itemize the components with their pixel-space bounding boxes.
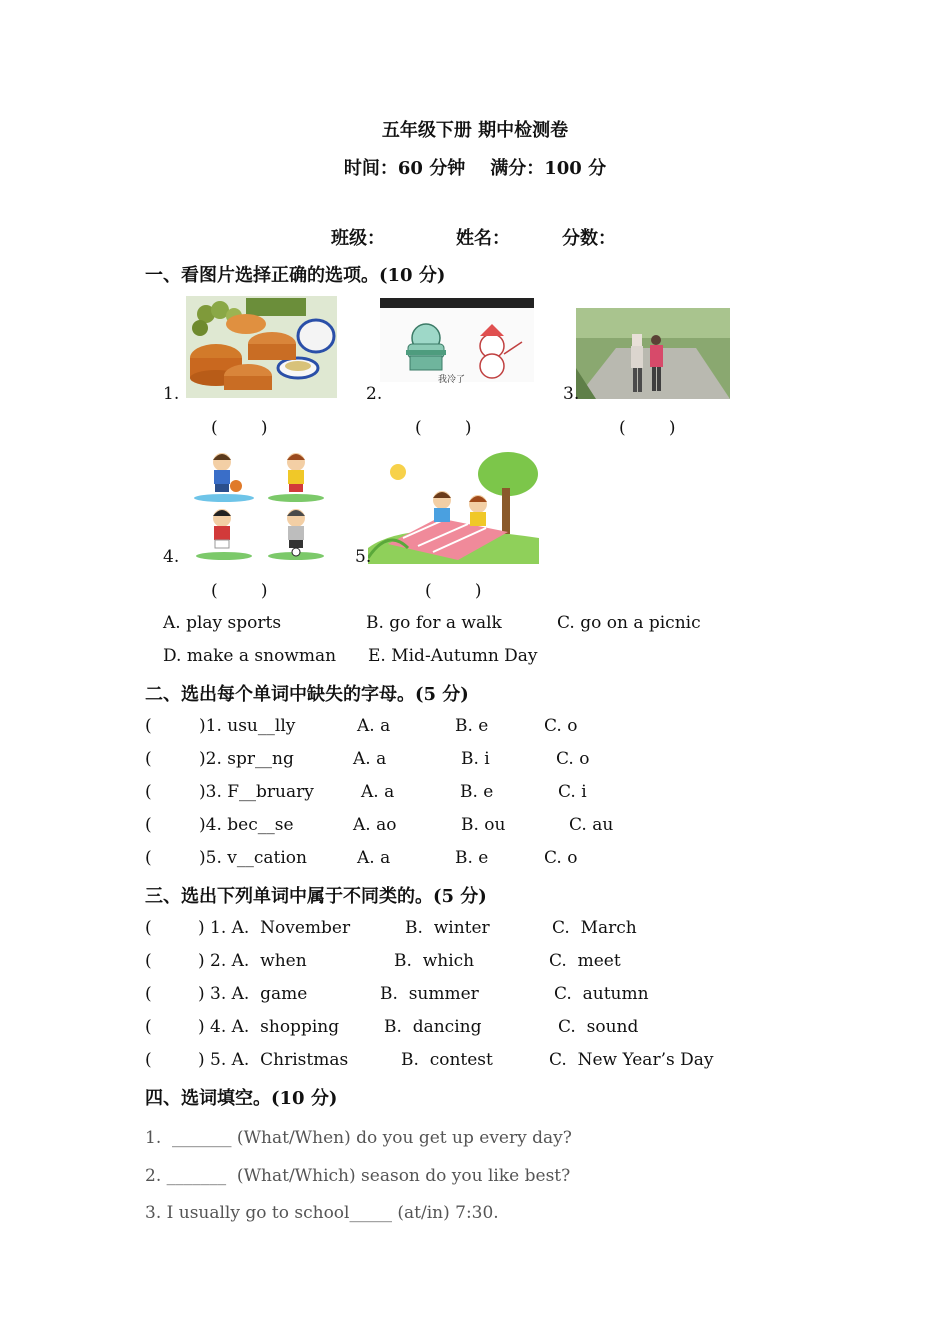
- q1-number: 1.: [163, 384, 180, 404]
- s2-row1-paren: (: [145, 716, 152, 736]
- s2-row1-a: A. a: [357, 716, 391, 736]
- s2-row1-c: C. o: [544, 716, 578, 736]
- s3-row1-b: B. winter: [405, 918, 490, 938]
- q2-answer-blank: ( ): [415, 418, 472, 438]
- s2-row5-question: )5. v__cation: [199, 848, 307, 868]
- section3-heading: 三、选出下列单词中属于不同类的。(5 分): [145, 886, 487, 907]
- s3-row2-paren: (: [145, 951, 152, 971]
- s2-row1-question: )1. usu__lly: [199, 716, 296, 736]
- q5-number: 5.: [355, 547, 372, 567]
- section4-heading: 四、选词填空。(10 分): [145, 1088, 338, 1109]
- option-e: E. Mid-Autumn Day: [368, 646, 538, 666]
- page-subtitle: 时间：60 分钟 满分：100 分: [343, 158, 607, 179]
- walk-picture: [576, 308, 730, 399]
- s2-row3-question: )3. F__bruary: [199, 782, 314, 802]
- s2-row3-c: C. i: [558, 782, 587, 802]
- s4-line2: 2. _______ (What/Which) season do you like best?: [145, 1166, 571, 1186]
- s3-row5-b: B. contest: [401, 1050, 493, 1070]
- s2-row4-question: )4. bec__se: [199, 815, 294, 835]
- s3-row2-b: B. which: [394, 951, 475, 971]
- section1-heading: 一、看图片选择正确的选项。(10 分): [145, 265, 446, 286]
- snowman-caption: 我冷了: [438, 375, 466, 385]
- name-label: 姓名：: [456, 228, 510, 249]
- q4-answer-blank: ( ): [211, 581, 268, 601]
- q4-number: 4.: [163, 547, 180, 567]
- score-label: 分数：: [562, 228, 616, 249]
- s2-row2-b: B. i: [461, 749, 490, 769]
- s3-row4-question: ) 4. A. shopping: [198, 1017, 340, 1037]
- s3-row5-question: ) 5. A. Christmas: [198, 1050, 349, 1070]
- s3-row1-question: ) 1. A. November: [198, 918, 351, 938]
- s3-row1-paren: (: [145, 918, 152, 938]
- s2-row5-paren: (: [145, 848, 152, 868]
- q1-answer-blank: ( ): [211, 418, 268, 438]
- section2-heading: 二、选出每个单词中缺失的字母。(5 分): [145, 684, 469, 705]
- class-label: 班级：: [331, 228, 385, 249]
- s3-row3-question: ) 3. A. game: [198, 984, 308, 1004]
- option-b: B. go for a walk: [366, 613, 502, 633]
- s2-row2-paren: (: [145, 749, 152, 769]
- s2-row3-a: A. a: [361, 782, 395, 802]
- q5-answer-blank: ( ): [425, 581, 482, 601]
- s2-row4-c: C. au: [569, 815, 614, 835]
- s2-row3-paren: (: [145, 782, 152, 802]
- s3-row1-c: C. March: [552, 918, 637, 938]
- q2-number: 2.: [366, 384, 383, 404]
- s3-row4-paren: (: [145, 1017, 152, 1037]
- s3-row2-question: ) 2. A. when: [198, 951, 307, 971]
- s2-row5-c: C. o: [544, 848, 578, 868]
- snowman-picture: [380, 298, 534, 382]
- s2-row3-b: B. e: [460, 782, 494, 802]
- s3-row3-c: C. autumn: [554, 984, 649, 1004]
- s2-row4-a: A. ao: [353, 815, 397, 835]
- sports-picture: [188, 448, 333, 564]
- s2-row2-a: A. a: [353, 749, 387, 769]
- s4-line3: 3. I usually go to school_____ (at/in) 7:30.: [145, 1203, 499, 1223]
- s3-row3-b: B. summer: [380, 984, 479, 1004]
- s3-row4-c: C. sound: [558, 1017, 639, 1037]
- s2-row5-b: B. e: [455, 848, 489, 868]
- s2-row4-b: B. ou: [461, 815, 506, 835]
- option-d: D. make a snowman: [163, 646, 337, 666]
- q3-number: 3.: [563, 384, 580, 404]
- s3-row5-paren: (: [145, 1050, 152, 1070]
- s3-row2-c: C. meet: [549, 951, 621, 971]
- s3-row3-paren: (: [145, 984, 152, 1004]
- s3-row5-c: C. New Year’s Day: [549, 1050, 714, 1070]
- s2-row5-a: A. a: [357, 848, 391, 868]
- s2-row2-c: C. o: [556, 749, 590, 769]
- q3-answer-blank: ( ): [619, 418, 676, 438]
- s4-line1: 1. _______ (What/When) do you get up every day?: [145, 1128, 572, 1148]
- s3-row4-b: B. dancing: [384, 1017, 482, 1037]
- option-a: A. play sports: [163, 613, 282, 633]
- picnic-picture: [368, 448, 539, 564]
- page-title: 五年级下册 期中检测卷: [381, 120, 569, 141]
- s2-row4-paren: (: [145, 815, 152, 835]
- s2-row2-question: )2. spr__ng: [199, 749, 294, 769]
- option-c: C. go on a picnic: [557, 613, 701, 633]
- s2-row1-b: B. e: [455, 716, 489, 736]
- mooncake-picture: [186, 296, 337, 398]
